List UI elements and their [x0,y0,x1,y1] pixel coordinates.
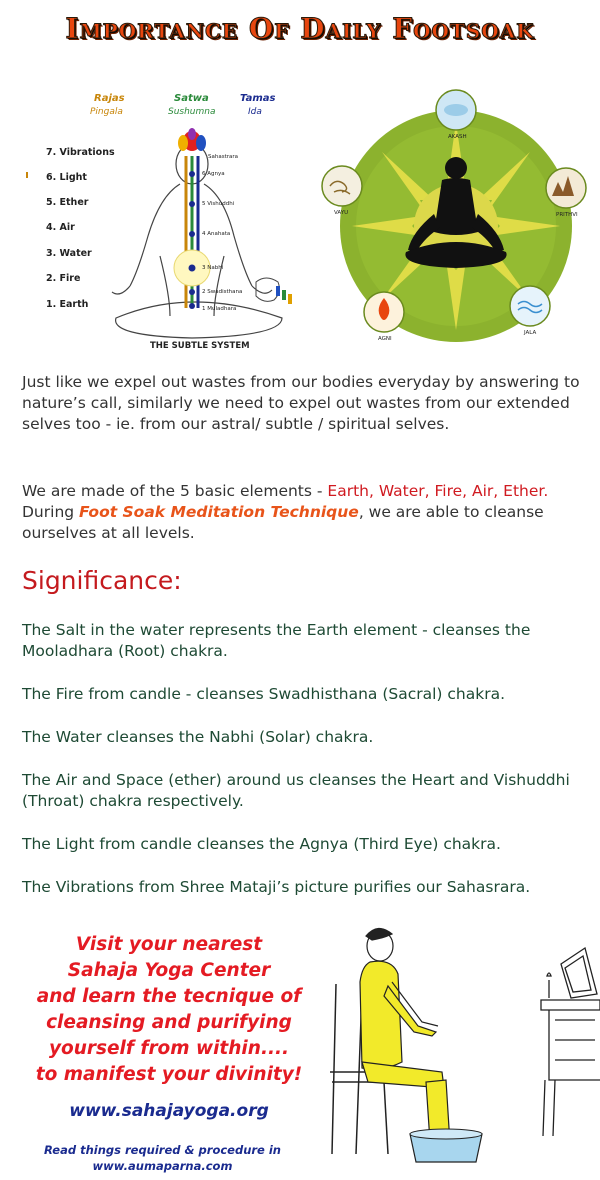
footer-note [20,1142,305,1174]
elements-paragraph-tail: , we are able to cleanse ourselves at all levels. [22,503,544,542]
intro-paragraph: Just like we expel out wastes from our bodies everyday by answering to nature’s call, similarly we need to expel out wastes from our extended selves too - ie. from our astral/ subtle / spiritual selves. [22,373,580,433]
significance-item-air: The Air and Space (ether) around us cleanses the Heart and Vishuddhi (Throat) chakra respectively. [22,771,570,810]
elements-paragraph [22,481,582,544]
element-vayu: VAYU [334,210,349,216]
chakra-vishuddhi: 5 Vishuddhi [202,201,235,207]
level-fire: 2. Fire [46,273,81,284]
level-light: 6. Light [46,172,87,183]
level-vibrations: 7. Vibrations [46,147,115,158]
element-akash: AKASH [448,134,467,140]
significance-heading: Significance: [22,566,182,595]
altar-illustration [535,940,600,1140]
channel-satwa: Satwa [174,93,209,104]
significance-item-light: The Light from candle cleanses the Agnya (Third Eye) chakra. [22,835,501,853]
cta-line: cleansing and purifying [46,1012,292,1033]
significance-item-water: The Water cleanses the Nabhi (Solar) chakra. [22,728,374,746]
element-agni: AGNI [378,336,392,342]
chakra-agnya: 6 Agnya [202,171,225,177]
channel-tamas: Tamas [240,93,276,104]
subtle-caption: THE SUBTLE SYSTEM [150,341,250,351]
significance-item-fire: The Fire from candle - cleanses Swadhisthana (Sacral) chakra. [22,685,505,703]
footsoak-illustration [322,922,502,1170]
significance-item-salt: The Salt in the water represents the Earth element - cleanses the Mooladhara (Root) chakra. [22,621,531,660]
elements-paragraph-lead: We are made of the 5 basic elements - [22,482,328,500]
cta-line: Sahaja Yoga Center [67,960,271,981]
channel-sushumna: Sushumna [168,107,216,117]
element-jala: JALA [524,330,537,336]
website-link[interactable]: www.sahajayoga.org [69,1101,269,1121]
chakra-anahata: 4 Anahata [202,231,231,237]
cta-line: Visit your nearest [75,934,263,955]
five-elements-list: Earth, Water, Fire, Air, Ether. [327,482,549,500]
cta-line: and learn the tecnique of [36,986,302,1007]
elements-paragraph-during: During [22,503,80,521]
chakra-swadisthana: 2 Swadisthana [202,289,243,295]
channel-rajas: Rajas [94,93,125,104]
cta-line: yourself from within.... [48,1038,290,1059]
level-earth: 1. Earth [46,299,89,310]
page-title: Importance Of Daily Footsoak [65,12,535,45]
chakra-sahastrara: Sahastrara [208,154,239,160]
level-ether: 5. Ether [46,197,89,208]
chakra-muladhara: 1 Muladhara [202,306,237,312]
five-elements-wheel [316,82,596,360]
channel-ida: Ida [248,107,262,117]
footer-line: Read things required & procedure in [44,1143,281,1157]
technique-name: Foot Soak Meditation Technique [79,503,359,521]
level-air: 4. Air [46,222,75,233]
element-prithvi: PRITHVI [556,212,578,218]
chakra-nabhi: 3 Nabhi [202,265,224,271]
footer-link[interactable]: www.aumaparna.com [92,1159,233,1173]
cta-line: to manifest your divinity! [35,1064,303,1085]
call-to-action [20,932,318,1088]
subtle-system-diagram [20,86,310,356]
significance-item-vibrations: The Vibrations from Shree Mataji’s picture purifies our Sahasrara. [22,878,531,896]
level-water: 3. Water [46,248,92,259]
channel-pingala: Pingala [90,107,123,117]
